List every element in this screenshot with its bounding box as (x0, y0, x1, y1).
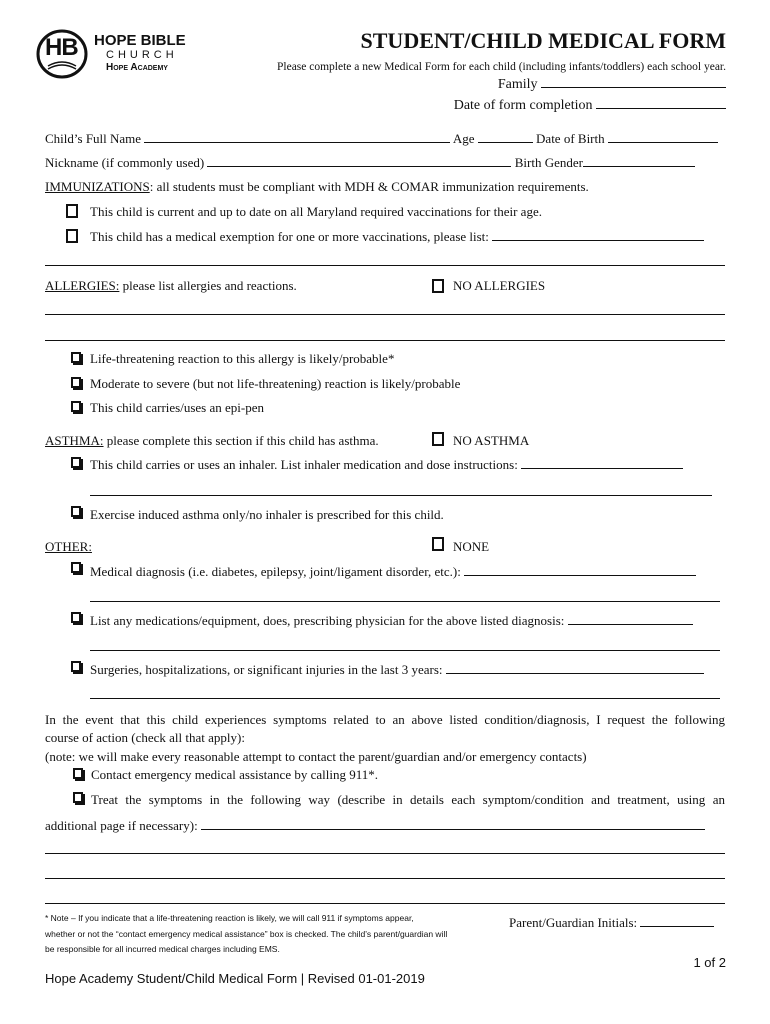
child-name-field[interactable] (144, 142, 450, 143)
asthma-heading: ASTHMA: (45, 433, 104, 448)
form-instruction: Please complete a new Medical Form for each child (including infants/toddlers) each school year. (277, 61, 726, 73)
immunizations-heading-row (45, 179, 589, 195)
immunization-exemption-checkbox[interactable] (66, 229, 78, 243)
action-911-label: Contact emergency medical assistance by calling 911*. (91, 767, 378, 782)
initials-label: Parent/Guardian Initials: (509, 915, 638, 930)
immunization-exemption-row (90, 229, 704, 245)
page-number: 1 of 2 (693, 955, 726, 970)
treatment-field[interactable] (201, 829, 705, 830)
other-none-checkbox[interactable] (432, 537, 444, 551)
dob-label: Date of Birth (536, 131, 605, 146)
other-surgeries-checkbox[interactable] (71, 661, 81, 672)
asthma-exercise-checkbox[interactable] (71, 506, 81, 517)
action-treat-cont-row (45, 818, 705, 834)
diagnosis-line-2[interactable] (90, 601, 720, 602)
allergy-epipen-checkbox[interactable] (71, 401, 81, 412)
asthma-inhaler-checkbox[interactable] (71, 457, 81, 468)
surgeries-field[interactable] (446, 673, 704, 674)
exemption-line-2[interactable] (45, 265, 725, 266)
no-asthma-label: NO ASTHMA (453, 433, 530, 448)
form-title: STUDENT/CHILD MEDICAL FORM (360, 28, 726, 53)
immunization-current-checkbox[interactable] (66, 204, 78, 218)
other-heading: OTHER: (45, 539, 92, 554)
event-paragraph-line1: In the event that this child experiences symptoms related to an above listed condition/diagnosis, I request the following (45, 712, 725, 727)
action-treat-cont-label: additional page if necessary): (45, 818, 198, 833)
dob-field[interactable] (608, 142, 718, 143)
allergies-text: please list allergies and reactions. (119, 278, 297, 293)
immunization-exemption-label: This child has a medical exemption for one or more vaccinations, please list: (90, 229, 489, 244)
birth-gender-label: Birth Gender (514, 155, 583, 170)
family-field[interactable] (541, 87, 726, 88)
date-row (454, 98, 726, 114)
diagnosis-field[interactable] (464, 575, 696, 576)
nickname-row (45, 155, 695, 171)
action-treat-label: Treat the symptoms in the following way (describe in details each symptom/condition and treatment, using an (91, 792, 725, 807)
logo-line3: Hope Academy (106, 62, 168, 73)
other-medications-checkbox[interactable] (71, 612, 81, 623)
immunizations-heading: IMMUNIZATIONS (45, 179, 150, 194)
event-note: (note: we will make every reasonable attempt to contact the parent/guardian and/or emergency contacts) (45, 749, 587, 764)
no-allergies-label: NO ALLERGIES (453, 278, 546, 293)
action-911-checkbox[interactable] (73, 768, 83, 779)
event-paragraph-line2: course of action (check all that apply): (45, 730, 245, 745)
treatment-line-3[interactable] (45, 878, 725, 879)
child-name-row (45, 131, 718, 147)
other-medications-row (90, 613, 693, 629)
immunization-current-label: This child is current and up to date on all Maryland required vaccinations for their age. (90, 204, 542, 219)
footnote-line1: * Note – If you indicate that a life-threatening reaction is likely, we will call 911 if symptoms appear, (45, 913, 414, 923)
child-name-label: Child’s Full Name (45, 131, 142, 146)
allergies-line-1[interactable] (45, 314, 725, 315)
family-label: Family (497, 77, 538, 92)
age-label: Age (452, 131, 475, 146)
initials-field[interactable] (640, 926, 714, 927)
nickname-field[interactable] (207, 166, 511, 167)
other-diagnosis-checkbox[interactable] (71, 562, 81, 573)
asthma-inhaler-label: This child carries or uses an inhaler. List inhaler medication and dose instructions: (90, 457, 518, 472)
logo-line2: CHURCH (106, 49, 178, 61)
initials-row (509, 915, 714, 931)
footer-text: Hope Academy Student/Child Medical Form | Revised 01-01-2019 (45, 971, 425, 986)
age-field[interactable] (478, 142, 533, 143)
other-diagnosis-row (90, 564, 696, 580)
asthma-inhaler-row (90, 457, 683, 473)
allergy-life-threatening-label: Life-threatening reaction to this allergy is likely/probable* (90, 351, 395, 366)
allergies-heading: ALLERGIES: (45, 278, 120, 293)
no-allergies-checkbox[interactable] (432, 279, 444, 293)
allergy-life-threatening-checkbox[interactable] (71, 352, 81, 363)
birth-gender-field[interactable] (583, 166, 695, 167)
asthma-heading-row (45, 433, 379, 449)
asthma-exercise-label: Exercise induced asthma only/no inhaler is prescribed for this child. (90, 507, 444, 522)
date-label: Date of form completion (453, 98, 593, 113)
footnote-line3: be responsible for all incurred medical charges including EMS. (45, 944, 280, 954)
logo-monogram: HB (45, 34, 78, 61)
allergy-moderate-checkbox[interactable] (71, 377, 81, 388)
allergy-moderate-label: Moderate to severe (but not life-threatening) reaction is likely/probable (90, 376, 461, 391)
no-asthma-checkbox[interactable] (432, 432, 444, 446)
treatment-line-4[interactable] (45, 903, 725, 904)
nickname-label: Nickname (if commonly used) (45, 155, 205, 170)
asthma-text: please complete this section if this child has asthma. (103, 433, 379, 448)
other-medications-label: List any medications/equipment, does, prescribing physician for the above listed diagnosis: (90, 613, 565, 628)
medications-line-2[interactable] (90, 650, 720, 651)
other-surgeries-row (90, 662, 704, 678)
surgeries-line-2[interactable] (90, 698, 720, 699)
action-treat-checkbox[interactable] (73, 792, 83, 803)
exemption-field[interactable] (492, 240, 704, 241)
other-surgeries-label: Surgeries, hospitalizations, or significant injuries in the last 3 years: (90, 662, 443, 677)
immunizations-text: : all students must be compliant with MDH & COMAR immunization requirements. (149, 179, 589, 194)
medications-field[interactable] (568, 624, 693, 625)
family-row (498, 77, 726, 93)
date-field[interactable] (596, 108, 726, 109)
footnote-line2: whether or not the “contact emergency medical assistance” box is checked. The child’s parent/guardian will (45, 929, 448, 939)
other-none-label: NONE (453, 539, 490, 554)
logo-line1: HOPE BIBLE (94, 32, 186, 49)
inhaler-line-2[interactable] (90, 495, 712, 496)
treatment-line-2[interactable] (45, 853, 725, 854)
inhaler-field[interactable] (521, 468, 683, 469)
allergies-line-2[interactable] (45, 340, 725, 341)
logo (36, 28, 216, 80)
other-diagnosis-label: Medical diagnosis (i.e. diabetes, epilepsy, joint/ligament disorder, etc.): (90, 564, 461, 579)
allergy-epipen-label: This child carries/uses an epi-pen (90, 400, 264, 415)
allergies-heading-row (45, 278, 297, 294)
